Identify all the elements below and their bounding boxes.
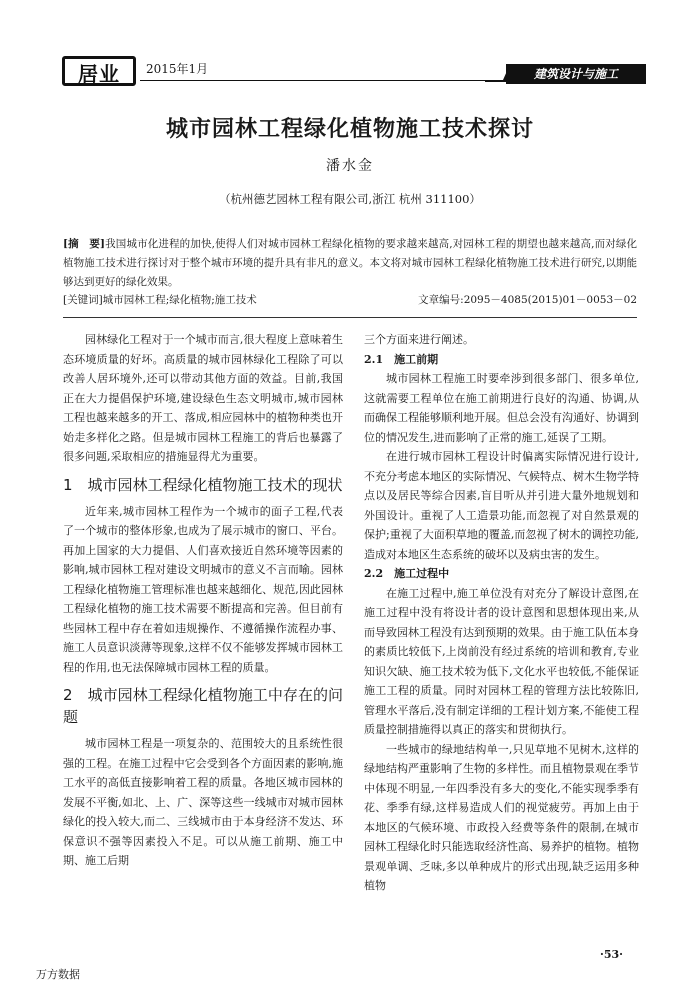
- abstract: [63, 235, 637, 292]
- journal-section-name: 建筑设计与施工: [506, 64, 646, 84]
- right-column: [364, 330, 639, 896]
- source-watermark: 万方数据: [36, 968, 80, 981]
- abstract-label: [摘 要]: [63, 238, 106, 250]
- section-heading-1: 1 城市园林工程绿化植物施工技术的现状: [63, 475, 343, 494]
- paragraph: 一些城市的绿地结构单一,只见草地不见树木,这样的绿地结构严重影响了生物的多样性。而且植物景观在季节中体现不明显,一年四季没有多大的变化,不能实现季季有花、季季有绿,这样易造成人们的视觉疲劳。再加上由于本地区的气候环境、市政投入经费等条件的限制,在城市园林工程绿化时只能选取经济性高、易养护的植物。植物景观单调、乏味,多以单种成片的形式出现,缺乏运用多种植物: [364, 742, 639, 892]
- paragraph: 在施工过程中,施工单位没有对充分了解设计意图,在施工过程中没有将设计者的设计意图和思想体现出来,从而导致园林工程没有达到预期的效果。由于施工队伍本身的素质比较低下,上岗前没有经过系统的培训和教育,专业知识欠缺、施工技术较为低下,文化水平也较低,不能保证施工工程的质量。同时对园林工程的管理方法比较陈旧,管理水平落后,没有制定详细的工程计划方案,不能使工程质量控制措施得以真正的落实和贯彻执行。: [364, 586, 639, 736]
- header-rule: [140, 80, 485, 81]
- abstract-divider: [63, 317, 637, 318]
- page-number: ·53·: [600, 948, 623, 961]
- journal-logo: 居业: [62, 56, 136, 86]
- article-title: 城市园林工程绿化植物施工技术探讨: [165, 116, 534, 142]
- paragraph: 近年来,城市园林工程作为一个城市的面子工程,代表了一个城市的整体形象,也成为了展示城市的窗口、平台。再加上国家的大力提倡、人们喜欢接近自然环境等因素的影响,城市园林工程对建设文明城市的意义不言而喻。园林工程绿化植物施工管理标准也越来越细化、规范,因此园林工程绿化植物的施工技术需要不断提高和完善。但目前有些园林工程中存在着如违规操作、不遵循操作流程办事、施工人员意识淡薄等现象,这样不仅不能够发挥城市园林工程的作用,也无法保障城市园林工程的质量。: [63, 504, 343, 674]
- paragraph: 三个方面来进行阐述。: [364, 333, 474, 346]
- paragraph: 城市园林工程是一项复杂的、范围较大的且系统性很强的工程。在施工过程中它会受到各个方面因素的影响,施工水平的高低直接影响着工程的质量。各地区城市园林的发展不平衡,如北、上、广、深等这些一线城市对城市园林绿化的投入较大,而二、三线城市由于本身经济不发达、环保意识不强等因素投入不足。可以从施工前期、施工中期、施工后期: [63, 737, 343, 867]
- paragraph: 在进行城市园林工程设计时偏离实际情况进行设计,不充分考虑本地区的实际情况、气候特点、树木生物学特点以及居民等综合因素,盲目听从并引进大量外地规划和外国设计。重视了人工造景功能,而忽视了对自然景观的保护;重视了大面积草地的覆盖,而忽视了树木的调控功能,造成对本地区生态系统的破坏以及病虫害的发生。: [364, 450, 639, 561]
- subsection-heading-2-1: 2.1 施工前期: [364, 352, 439, 366]
- keywords-row: [63, 291, 637, 309]
- article-author: 潘水金: [326, 158, 374, 174]
- paragraph: 园林绿化工程对于一个城市而言,很大程度上意味着生态环境质量的好坏。高质量的城市园林绿化工程除了可以改善人居环境外,还可以带动其他方面的效益。目前,我国正在大力提倡保护环境,建设绿色生态文明城市,城市园林工程也越来越多的开工、落成,相应园林中的植物种类也开始走多样化之路。但是城市园林工程施工的背后也暴露了很多问题,采取相应的措施显得尤为重要。: [63, 333, 343, 463]
- article-number: 文章编号:2095－4085(2015)01－0053－02: [418, 294, 637, 306]
- left-column: [63, 330, 343, 871]
- section-heading-2: 2 城市园林工程绿化植物施工中存在的问题: [63, 686, 343, 726]
- header-arrow-icon: [485, 71, 507, 82]
- abstract-text: 我国城市化进程的加快,使得人们对城市园林工程绿化植物的要求越来越高,对园林工程的期望也越来越高,而对绿化植物施工技术进行探讨对于整个城市环境的提升具有非凡的意义。本文将对城市园林工程绿化植物施工技术进行研究,以期能够达到更好的绿化效果。: [63, 238, 637, 288]
- author-affiliation: （杭州德艺园林工程有限公司,浙江 杭州 311100）: [219, 192, 481, 206]
- keywords: 城市园林工程;绿化植物;施工技术: [102, 294, 257, 306]
- keywords-label: [关键词]: [63, 294, 103, 306]
- subsection-heading-2-2: 2.2 施工过程中: [364, 567, 450, 580]
- paragraph: 城市园林工程施工时要牵涉到很多部门、很多单位,这就需要工程单位在施工前期进行良好的沟通、协调,从而确保工程能够顺利地开展。但总会没有沟通好、协调到位的情况发生,进而影响了正常的施工,延误了工期。: [364, 372, 639, 444]
- issue-date: 2015年1月: [146, 62, 209, 76]
